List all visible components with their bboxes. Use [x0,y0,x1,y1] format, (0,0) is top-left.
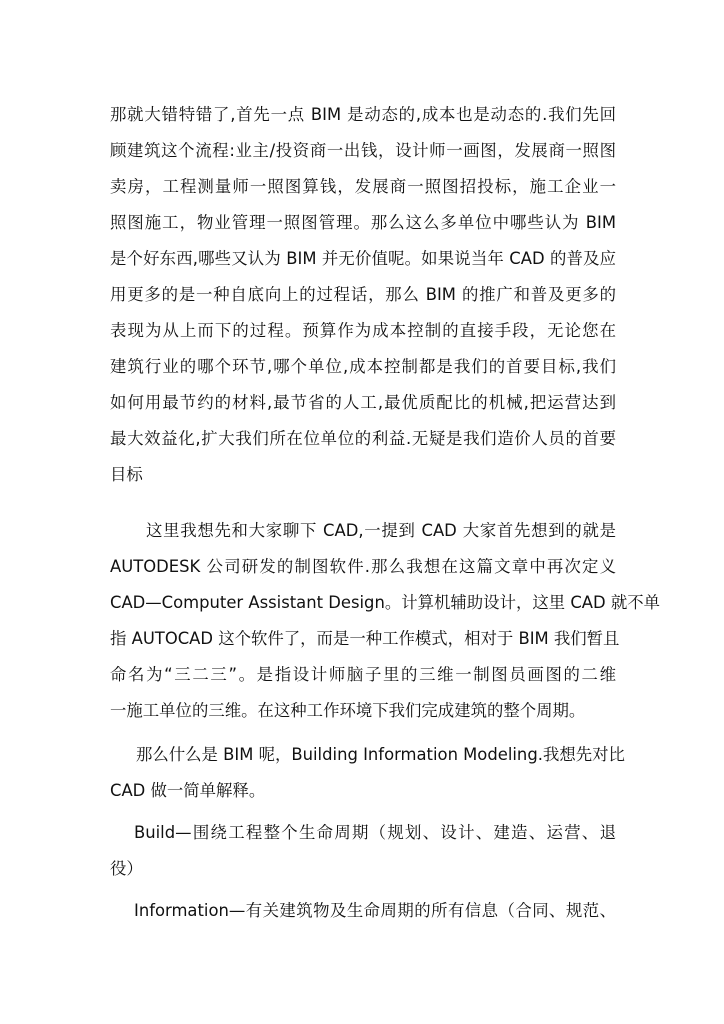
paragraph-2-line-6: 一施工单位的三维。在这种工作环境下我们完成建筑的整个周期。 [110,701,586,720]
paragraph-2-line-4: 指 AUTOCAD 这个软件了，而是一种工作模式，相对于 BIM 我们暂且 [110,629,620,648]
paragraph-1-line-4: 照图施工，物业管理一照图管理。那么这么多单位中哪些认为 BIM [110,213,616,232]
paragraph-1-line-5: 是个好东西,哪些又认为 BIM 并无价值呢。如果说当年 CAD 的普及应 [110,249,616,268]
paragraph-1-line-2: 顾建筑这个流程:业主/投资商一出钱，设计师一画图，发展商一照图 [110,141,616,160]
paragraph-2-line-2: AUTODESK 公司研发的制图软件.那么我想在这篇文章中再次定义 [110,557,616,576]
paragraph-3-line-2: CAD 做一简单解释。 [110,781,266,800]
paragraph-1-line-6: 用更多的是一种自底向上的过程话，那么 BIM 的推广和普及更多的 [110,285,616,304]
paragraph-1-line-10: 最大效益化,扩大我们所在位单位的利益.无疑是我们造价人员的首要 [110,429,616,448]
paragraph-4-line-2: 役） [110,859,143,878]
paragraph-1-line-7: 表现为从上而下的过程。预算作为成本控制的直接手段，无论您在 [110,321,616,340]
paragraph-1-line-9: 如何用最节约的材料,最节省的人工,最优质配比的机械,把运营达到 [110,393,616,412]
paragraph-1-line-3: 卖房，工程测量师一照图算钱，发展商一照图招投标，施工企业一 [110,177,616,196]
paragraph-1-line-11: 目标 [110,465,143,484]
paragraph-2-line-5: 命名为“三二三”。是指设计师脑子里的三维一制图员画图的二维 [110,665,616,684]
paragraph-1-line-1: 那就大错特错了,首先一点 BIM 是动态的,成本也是动态的.我们先回 [110,105,616,124]
paragraph-1-line-8: 建筑行业的哪个环节,哪个单位,成本控制都是我们的首要目标,我们 [110,357,616,376]
paragraph-2-line-3: CAD—Computer Assistant Design。计算机辅助设计，这里 CAD 就不单 [110,593,660,612]
paragraph-2-line-1: 这里我想先和大家聊下 CAD,一提到 CAD 大家首先想到的就是 [146,521,616,540]
paragraph-4-line-1: Build—围绕工程整个生命周期（规划、设计、建造、运营、退 [134,823,616,842]
paragraph-5-line-1: Information—有关建筑物及生命周期的所有信息（合同、规范、 [134,901,616,920]
paragraph-3-line-1: 那么什么是 BIM 呢，Building Information Modeling.我想先对比 [136,745,625,764]
